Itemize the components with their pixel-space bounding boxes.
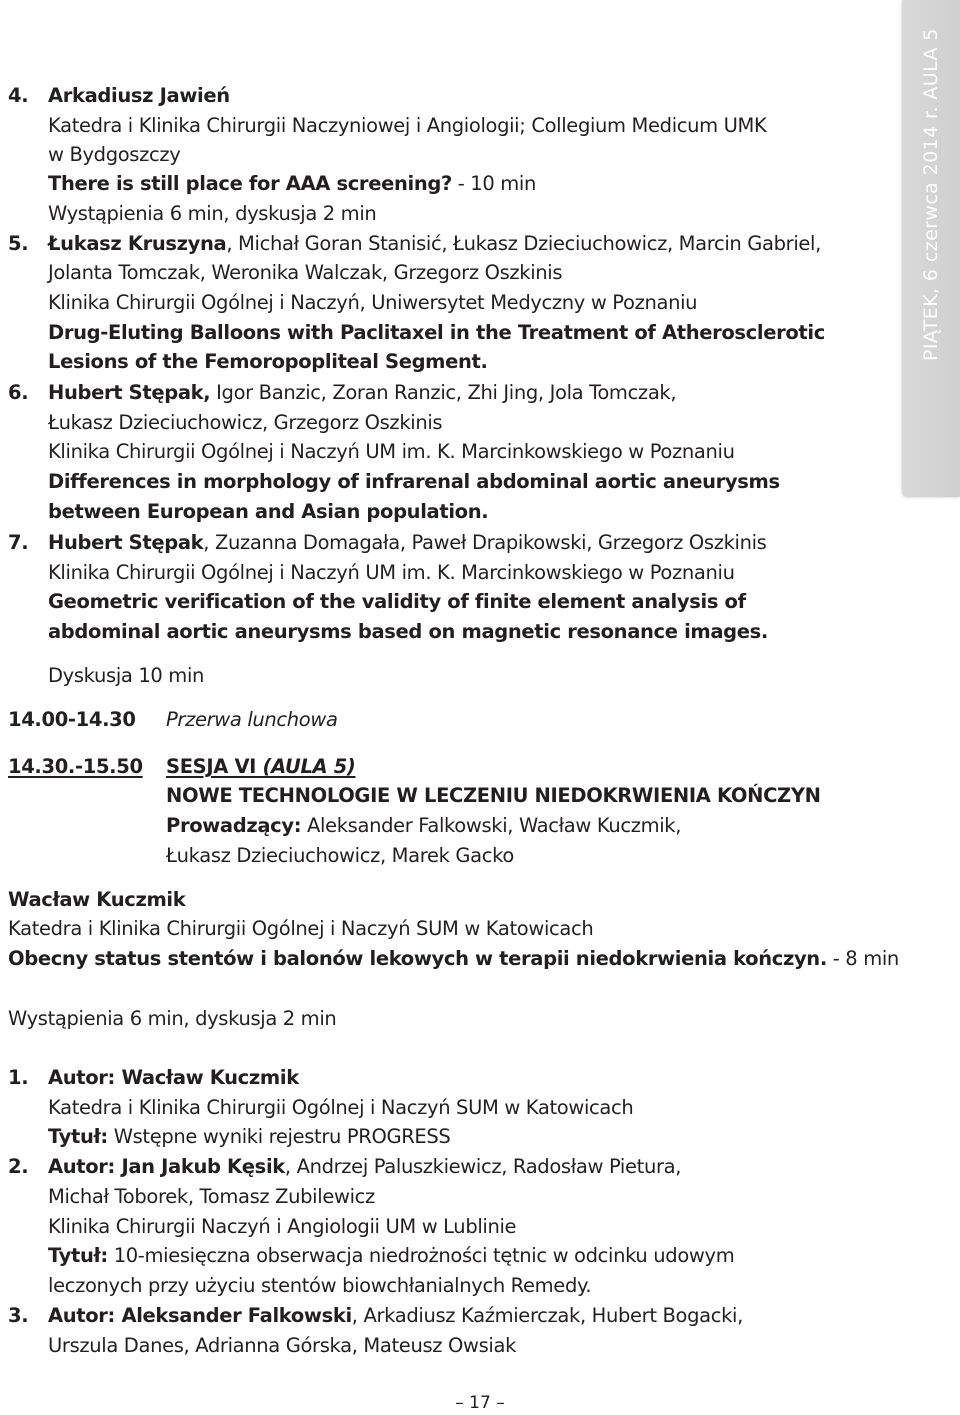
- item-1-title-line: [48, 1122, 450, 1152]
- talk-5-title-1: Drug-Eluting Balloons with Paclitaxel in the Treatment of Atherosclerotic: [48, 321, 825, 344]
- talk-4-affiliation-1: Katedra i Klinika Chirurgii Naczyniowej i Angiologii; Collegium Medicum UMK: [48, 114, 767, 137]
- talk-6-affiliation: Klinika Chirurgii Ogólnej i Naczyń UM im. K. Marcinkowskiego w Poznaniu: [48, 440, 735, 463]
- keynote-title-line: [8, 944, 899, 974]
- timing-info: Wystąpienia 6 min, dyskusja 2 min: [8, 1007, 337, 1030]
- session-room: (AULA 5): [262, 755, 356, 778]
- item-3-author: Aleksander Falkowski: [121, 1304, 352, 1327]
- item-3-author-line: [48, 1301, 743, 1331]
- talk-5-coauthors-1: , Michał Goran Stanisić, Łukasz Dzieciuchowicz, Marcin Gabriel,: [226, 232, 821, 255]
- session-chairs-2: Łukasz Dzieciuchowicz, Marek Gacko: [166, 844, 514, 867]
- item-2-title-1: 10-miesięczna obserwacja niedrożności tętnic w odcinku udowym: [107, 1244, 735, 1267]
- keynote-duration: - 8 min: [826, 947, 899, 970]
- item-2-author: Jan Jakub Kęsik: [121, 1155, 285, 1178]
- item-2-title-line: [48, 1241, 734, 1271]
- talk-6-coauthors-2: Łukasz Dzieciuchowicz, Grzegorz Oszkinis: [48, 411, 443, 434]
- item-1-number: 1.: [8, 1066, 29, 1089]
- talk-7-title-1: Geometric verification of the validity of finite element analysis of: [48, 590, 746, 613]
- item-3-coauthors-1: , Arkadiusz Kaźmierczak, Hubert Bogacki,: [351, 1304, 743, 1327]
- item-1-title: Wstępne wyniki rejestru PROGRESS: [107, 1125, 451, 1148]
- keynote-title: Obecny status stentów i balonów lekowych w terapii niedokrwienia kończyn.: [8, 947, 827, 970]
- item-2-author-label: Autor:: [48, 1155, 122, 1178]
- item-1-title-label: Tytuł:: [48, 1125, 108, 1148]
- talk-5-authors-line-1: [48, 229, 821, 259]
- talk-4-duration: - 10 min: [451, 172, 536, 195]
- discussion-time: Dyskusja 10 min: [48, 664, 205, 687]
- session-time: 14.30.-15.50: [8, 755, 143, 778]
- lunch-time: 14.00-14.30: [8, 708, 136, 731]
- session-theme: NOWE TECHNOLOGIE W LECZENIU NIEDOKRWIENIA KOŃCZYN: [166, 784, 821, 807]
- item-3-number: 3.: [8, 1304, 29, 1327]
- item-2-coauthors-1: , Andrzej Paluszkiewicz, Radosław Pietura,: [284, 1155, 682, 1178]
- item-2-author-line: [48, 1152, 681, 1182]
- session-chairs-label: Prowadzący:: [166, 814, 302, 837]
- talk-5-number: 5.: [8, 232, 29, 255]
- talk-7-title-2: abdominal aortic aneurysms based on magnetic resonance images.: [48, 620, 768, 643]
- talk-6-lead-author: Hubert Stępak,: [48, 381, 211, 404]
- item-1-author-line: [48, 1063, 299, 1093]
- talk-5-coauthors-2: Jolanta Tomczak, Weronika Walczak, Grzegorz Oszkinis: [48, 261, 563, 284]
- talk-5-affiliation: Klinika Chirurgii Ogólnej i Naczyń, Uniwersytet Medyczny w Poznaniu: [48, 291, 698, 314]
- talk-7-lead-author: Hubert Stępak: [48, 531, 204, 554]
- talk-4-number: 4.: [8, 84, 29, 107]
- item-2-title-label: Tytuł:: [48, 1244, 108, 1267]
- talk-7-authors-line-1: [48, 528, 766, 558]
- talk-7-affiliation: Klinika Chirurgii Ogólnej i Naczyń UM im. K. Marcinkowskiego w Poznaniu: [48, 561, 735, 584]
- talk-4-affiliation-2: w Bydgoszczy: [48, 143, 181, 166]
- talk-5-title-2: Lesions of the Femoropopliteal Segment.: [48, 350, 488, 373]
- session-title: [166, 752, 355, 782]
- sidebar-tab: [902, 0, 960, 497]
- talk-6-title-2: between European and Asian population.: [48, 500, 489, 523]
- talk-4-timing: Wystąpienia 6 min, dyskusja 2 min: [48, 202, 377, 225]
- item-1-author: Wacław Kuczmik: [121, 1066, 299, 1089]
- item-1-affiliation: Katedra i Klinika Chirurgii Ogólnej i Naczyń SUM w Katowicach: [48, 1096, 634, 1119]
- talk-7-coauthors-1: , Zuzanna Domagała, Paweł Drapikowski, Grzegorz Oszkinis: [203, 531, 767, 554]
- item-2-title-2: leczonych przy użyciu stentów biowchłanialnych Remedy.: [48, 1274, 592, 1297]
- talk-6-title-1: Differences in morphology of infrarenal abdominal aortic aneurysms: [48, 470, 780, 493]
- item-2-affiliation: Klinika Chirurgii Naczyń i Angiologii UM w Lublinie: [48, 1215, 517, 1238]
- sidebar-date-label: PIĄTEK, 6 czerwca 2014 r. AULA 5: [920, 28, 942, 361]
- talk-6-coauthors-1: Igor Banzic, Zoran Ranzic, Zhi Jing, Jola Tomczak,: [210, 381, 677, 404]
- talk-4-author: Arkadiusz Jawień: [48, 84, 230, 107]
- talk-6-number: 6.: [8, 381, 29, 404]
- lunch-label: Przerwa lunchowa: [166, 708, 338, 731]
- item-1-author-label: Autor:: [48, 1066, 122, 1089]
- page-number: – 17 –: [455, 1393, 505, 1413]
- talk-5-lead-author: Łukasz Kruszyna: [48, 232, 227, 255]
- keynote-affiliation: Katedra i Klinika Chirurgii Ogólnej i Naczyń SUM w Katowicach: [8, 917, 594, 940]
- talk-4-title: There is still place for AAA screening?: [48, 172, 452, 195]
- item-3-author-label: Autor:: [48, 1304, 122, 1327]
- item-2-number: 2.: [8, 1155, 29, 1178]
- session-chairs-line-1: [166, 811, 681, 841]
- talk-4-title-line: [48, 169, 536, 199]
- talk-7-number: 7.: [8, 531, 29, 554]
- item-2-coauthors-2: Michał Toborek, Tomasz Zubilewicz: [48, 1185, 375, 1208]
- session-chairs-1: Aleksander Falkowski, Wacław Kuczmik,: [301, 814, 682, 837]
- session-name: SESJA VI: [166, 755, 263, 778]
- item-3-coauthors-2: Urszula Danes, Adrianna Górska, Mateusz Owsiak: [48, 1334, 517, 1357]
- keynote-speaker: Wacław Kuczmik: [8, 888, 186, 911]
- talk-6-authors-line-1: [48, 378, 676, 408]
